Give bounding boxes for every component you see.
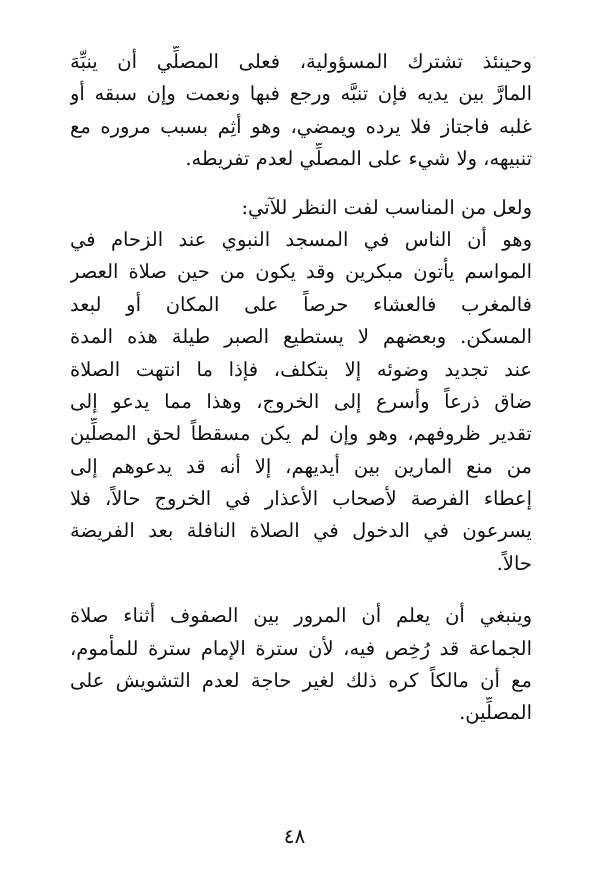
text-line: المسكن. وبعضهم لا يستطيع الصبر طيلة هذه المدة <box>70 325 532 349</box>
paragraph-2 <box>70 192 532 224</box>
text-line: ولعل من المناسب لفت النظر للآتي: <box>241 195 532 219</box>
text-line: المارَّ بين يديه فإن تنبَّه ورجع فبها ونعمت وإن سبقه أو <box>70 82 532 106</box>
page-number: ٤٨ <box>283 824 306 848</box>
text-line: وينبغي أن يعلم أن المرور بين الصفوف أثناء صلاة <box>70 604 532 628</box>
text-line: المواسم يأتون مبكرين وقد يكون من حين صلاة العصر <box>70 260 532 284</box>
text-line: ضاق ذرعاً وأسرع إلى الخروج، وهذا مما يدعو إلى <box>70 389 532 413</box>
paragraph-4 <box>70 600 532 730</box>
paragraph-1 <box>70 46 532 176</box>
text-line: يسرعون في الدخول في الصلاة النافلة بعد الفريضة <box>70 519 532 543</box>
text-line: وحينئذ تشترك المسؤولية، فعلى المصلِّي أن ينبِّهَ <box>70 50 532 73</box>
text-line: تقدير ظروفهم، وهو وإن لم يكن مسقطاً لحق المصلِّين <box>70 422 532 446</box>
text-line: مع أن مالكاً كره ذلك لغير حاجة لعدم التشويش على <box>70 669 532 693</box>
text-line: من منع المارين بين أيديهم، إلا أنه قد يدعوهم إلى <box>70 454 532 478</box>
document-page <box>70 46 532 730</box>
text-line: الجماعة قد رُخِص فيه، لأن سترة الإمام سترة للمأموم، <box>70 636 532 660</box>
text-line: غلبه فاجتاز فلا يرده ويمضي، وهو أثِم بسبب مروره مع <box>70 114 532 138</box>
paragraph-3 <box>70 224 532 580</box>
text-line: حالاً. <box>496 551 532 575</box>
text-line: عند تجديد وضوئه إلا بتكلف، فإذا ما انتهت الصلاة <box>70 357 532 381</box>
text-line: المصلِّين. <box>459 701 532 725</box>
text-line: فالمغرب فالعشاء حرصاً على المكان أو لبعد <box>70 292 532 316</box>
text-line: إعطاء الفرصة لأصحاب الأعذار في الخروج حالاً، فلا <box>70 487 532 511</box>
text-line: وهو أن الناس في المسجد النبوي عند الزحام في <box>70 227 532 251</box>
text-line: تنبيهه، ولا شيء على المصلِّي لعدم تفريطه. <box>185 147 532 171</box>
